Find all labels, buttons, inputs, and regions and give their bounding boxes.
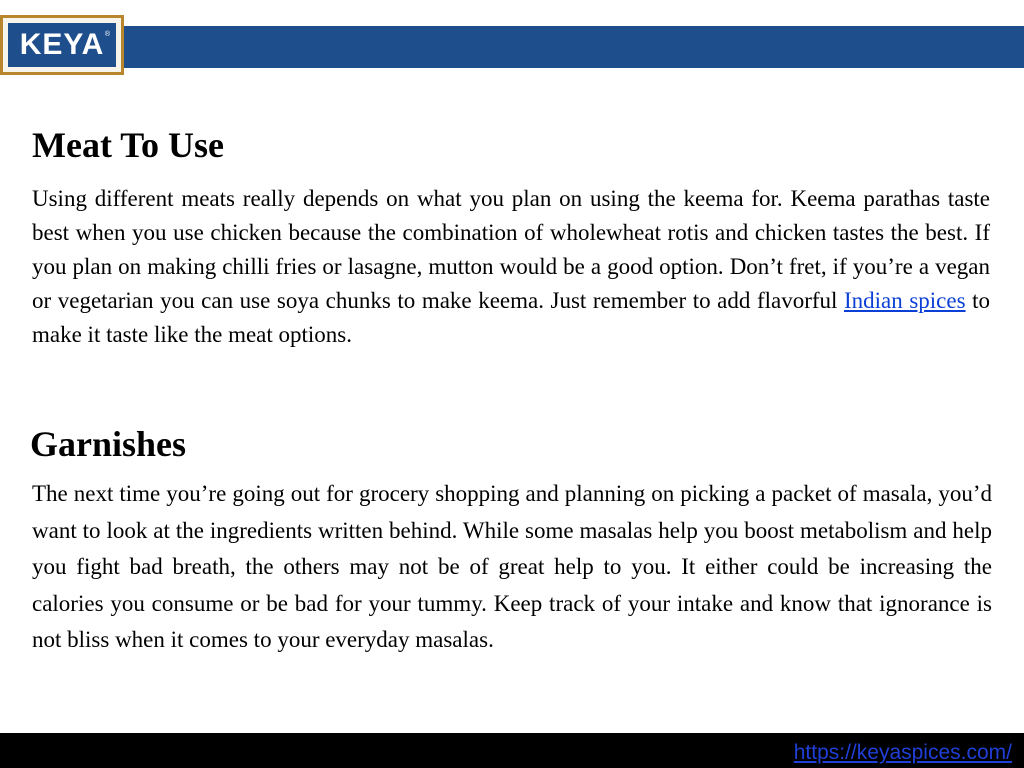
logo-text: KEYA [19,28,105,61]
section-title-garnishes: Garnishes [30,424,187,464]
section-title-meat-to-use: Meat To Use [32,125,224,165]
footer-bar [0,733,1024,768]
header-band [0,26,1024,68]
paragraph-text: Using different meats really depends on what you plan on using the keema for. Keema parathas taste best when you use chicken because the combination of wholewheat rotis and chicken tastes the best. If you plan on making chilli fries or lasagne, mutton would be a good option. Don’t fret, if you’re a vegan or vegetarian you can use soya chunks to make keema. Just remember to add flavorful [32,186,990,313]
registered-mark: ® [104,31,110,38]
logo-inner [8,23,116,67]
paragraph-meat-to-use [32,182,990,352]
indian-spices-link[interactable]: Indian spices [844,288,966,313]
website-link[interactable]: https://keyaspices.com/ [793,741,1012,764]
keya-logo[interactable] [0,15,124,75]
paragraph-garnishes: The next time you’re going out for grocery shopping and planning on picking a packet of masala, you’d want to look at the ingredients written behind. While some masalas help you boost metabolism and help you fight bad breath, the others may not be of great help to you. It either could be increasing the calories you consume or be bad for your tummy. Keep track of your intake and know that ignorance is not bliss when it comes to your everyday masalas. [32,481,992,652]
paragraph-text-end: to make it taste like the meat options. [32,288,991,347]
